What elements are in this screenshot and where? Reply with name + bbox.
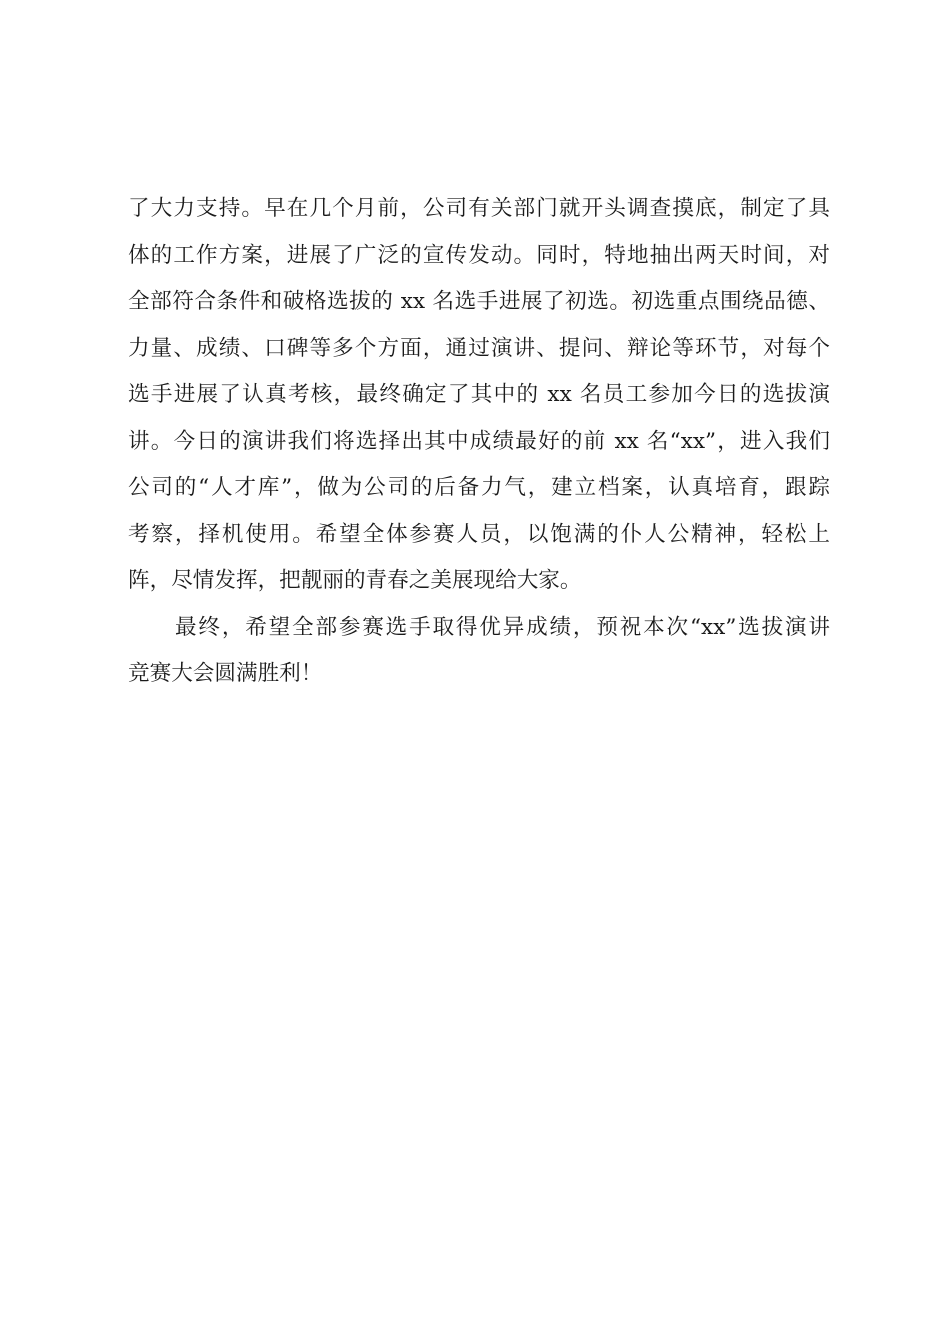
paragraph-line: 公司的“人才库”，做为公司的后备力气，建立档案，认真培育，跟踪 <box>128 475 830 500</box>
paragraph-line: 考察，择机使用。希望全体参赛人员，以饱满的仆人公精神，轻松上 <box>128 521 830 547</box>
paragraph-line: 全部符合条件和破格选拔的 xx 名选手进展了初选。初选重点围绕品德、 <box>128 289 830 314</box>
paragraph-line: 竞赛大会圆满胜利！ <box>128 661 323 686</box>
paragraph-line: 力量、成绩、口碑等多个方面，通过演讲、提问、辩论等环节，对每个 <box>128 335 830 361</box>
paragraph-line: 了大力支持。早在几个月前，公司有关部门就开头调查摸底，制定了具 <box>128 196 830 221</box>
paragraph-line: 阵，尽情发挥，把靓丽的青春之美展现给大家。 <box>128 568 582 593</box>
paragraph-line: 最终，希望全部参赛选手取得优异成绩，预祝本次“xx”选拔演讲 <box>175 614 830 640</box>
paragraph-line: 选手进展了认真考核，最终确定了其中的 xx 名员工参加今日的选拔演 <box>128 382 830 407</box>
body-text <box>128 186 830 698</box>
paragraph-line: 讲。今日的演讲我们将选择出其中成绩最好的前 xx 名“xx”，进入我们 <box>128 428 830 454</box>
paragraph-1 <box>128 186 830 605</box>
paragraph-2 <box>128 605 830 698</box>
paragraph-line: 体的工作方案，进展了广泛的宣传发动。同时，特地抽出两天时间，对 <box>128 242 830 268</box>
